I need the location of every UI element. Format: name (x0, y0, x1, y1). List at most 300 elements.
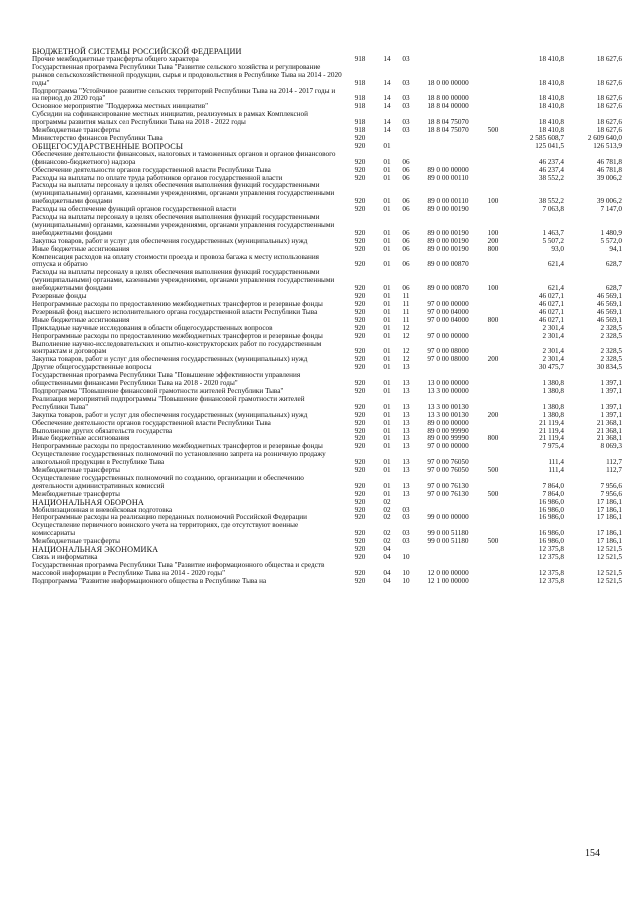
amount-year-2: 2 328,5 (600, 323, 622, 332)
table-row (32, 182, 622, 206)
amount-year-2: 18 627,6 (596, 126, 622, 135)
subsection-code: 03 (402, 118, 410, 127)
ministry-code: 920 (354, 300, 366, 308)
amount-year-2: 1 480,9 (600, 228, 622, 237)
amount-year-2: 628,7 (605, 260, 622, 269)
amount-year-2: 1 397,1 (600, 402, 622, 411)
ministry-code: 920 (354, 458, 366, 467)
section-code: 02 (383, 537, 391, 546)
subsection-code: 03 (402, 537, 410, 546)
subsection-code: 11 (402, 315, 410, 324)
ministry-code: 920 (354, 355, 366, 364)
amount-year-2: 7 956,6 (600, 481, 622, 490)
ministry-code: 920 (354, 497, 366, 506)
subsection-code: 03 (402, 505, 410, 514)
section-code: 01 (383, 331, 391, 340)
row-description: Осуществление государственных полномочий по созданию, организации и обеспечению деятельности административных комиссий (32, 473, 304, 490)
amount-year-2: 46 569,1 (596, 300, 622, 308)
row-description: Мобилизационная и вневойсковая подготовка (32, 505, 173, 514)
target-article-code (416, 56, 480, 64)
amount-year-2: 18 627,6 (596, 54, 622, 63)
subsection-code: 11 (402, 307, 410, 316)
expense-type-code (480, 167, 506, 175)
subsection-code: 06 (402, 197, 410, 206)
amount-year-2: 30 834,5 (596, 363, 622, 372)
target-article-code: 97 0 00 08000 (427, 347, 469, 356)
section-code: 01 (383, 205, 391, 214)
target-article-code (416, 554, 480, 562)
amount-year-2: 94,1 (609, 244, 622, 253)
target-article-code: 89 0 00 00190 (427, 244, 469, 253)
expense-type-code: 800 (487, 434, 499, 443)
amount-year-2: 628,7 (605, 284, 622, 293)
amount-year-2: 17 186,1 (596, 537, 622, 546)
subsection-code (396, 143, 416, 151)
ministry-code: 920 (354, 307, 366, 316)
row-description: Осуществление первичного воинского учета на территориях, где отсутствуют военные комиссариаты (32, 521, 299, 538)
expense-type-code (480, 420, 506, 428)
target-article-code (416, 143, 480, 151)
section-code: 01 (383, 418, 391, 427)
ministry-code: 920 (354, 141, 366, 150)
section-code: 01 (383, 402, 391, 411)
row-description: Непрограммные расходы по предоставлению межбюджетных трансфертов и резервные фонды (32, 300, 323, 308)
section-code: 01 (383, 228, 391, 237)
table-row (32, 372, 622, 388)
row-description: Межбюджетные трансферты (32, 537, 120, 546)
section-code: 01 (383, 323, 391, 332)
row-description: БЮДЖЕТНОЙ СИСТЕМЫ РОССИЙСКОЙ ФЕДЕРАЦИИ (32, 47, 242, 56)
target-article-code: 89 0 00 99990 (427, 426, 469, 435)
ministry-code: 920 (354, 323, 366, 332)
expense-type-code: 100 (487, 228, 499, 237)
ministry-code: 918 (354, 118, 366, 127)
section-code: 01 (383, 165, 391, 174)
ministry-code: 920 (354, 576, 366, 585)
row-description: Расходы на выплаты персоналу в целях обеспечения выполнения функций государственными (муниципальными) органами, казенными учреждениями, органами управления государственными внебюджетными фондами (32, 268, 335, 293)
row-description: Подпрограмма "Развитие информационного общества в Республике Тыва на (32, 576, 267, 585)
expense-type-code: 100 (487, 284, 499, 293)
row-description: Государственная программа Республики Тыва "Повышение эффективности управления общественными финансами Республики Тыва на 2018 - 2020 годы" (32, 371, 301, 388)
subsection-code: 13 (402, 458, 410, 467)
row-description: Подпрограмма "Повышение финансовой грамотности жителей Республики Тыва" (32, 386, 284, 395)
target-article-code: 97 0 00 04000 (427, 307, 469, 316)
row-description: Непрограммные расходы по предоставлению межбюджетных трансфертов и резервные фонды (32, 442, 323, 451)
ministry-code: 920 (354, 157, 366, 166)
section-code: 04 (383, 545, 391, 554)
expense-type-code (480, 562, 506, 578)
section-code: 01 (383, 260, 391, 269)
ministry-code: 920 (354, 331, 366, 340)
subsection-code: 03 (402, 94, 410, 103)
expense-type-code (480, 175, 506, 183)
section-code: 01 (383, 157, 391, 166)
expense-type-code (480, 103, 506, 111)
ministry-code: 920 (354, 363, 366, 372)
amount-year-2: 12 521,5 (596, 576, 622, 585)
amount-year-1: 2 585 608,7 (529, 133, 564, 142)
amount-year-1: 46 237,4 (538, 157, 564, 166)
amount-year-1: 38 552,2 (538, 197, 564, 206)
row-description: Выполнение научно-исследовательских и опытно-конструкторских работ по государственным контрактам и договорам (32, 339, 322, 356)
subsection-code: 06 (402, 260, 410, 269)
target-article-code: 97 0 00 08000 (427, 355, 469, 364)
target-article-code: 89 0 00 00190 (427, 228, 469, 237)
target-article-code: 18 8 04 75070 (427, 126, 469, 135)
expense-type-code (480, 135, 506, 143)
table-row (32, 396, 622, 412)
section-code: 01 (383, 244, 391, 253)
section-code: 14 (383, 102, 391, 111)
row-description: Резервные фонды (32, 292, 87, 301)
page-number: 154 (585, 848, 600, 859)
subsection-code: 06 (402, 157, 410, 166)
section-code: 01 (383, 442, 391, 451)
ministry-code: 920 (354, 442, 366, 451)
ministry-code: 920 (354, 537, 366, 546)
section-code: 01 (383, 307, 391, 316)
ministry-code: 920 (354, 260, 366, 269)
ministry-code: 920 (354, 347, 366, 356)
target-article-code: 13 3 00 00130 (427, 410, 469, 419)
target-article-code: 89 0 00 00000 (427, 418, 469, 427)
subsection-code: 13 (402, 363, 410, 372)
budget-table (32, 48, 622, 586)
amount-year-2: 7 956,6 (600, 489, 622, 498)
amount-year-1: 46 027,1 (538, 292, 564, 301)
amount-year-1: 111,4 (548, 458, 564, 467)
row-description: Субсидии на софинансирование местных инициатив, реализуемых в рамках Комплексной программы развития малых сел Республики Тыва на 2018 - 2022 годы (32, 110, 308, 127)
table-row (32, 88, 622, 104)
expense-type-code: 500 (487, 466, 499, 475)
target-article-code: 99 0 00 51180 (427, 529, 469, 538)
target-article-code (416, 135, 480, 143)
ministry-code: 920 (354, 426, 366, 435)
row-description: Другие общегосударственные вопросы (32, 363, 152, 372)
amount-year-1: 16 986,0 (538, 497, 564, 506)
expense-type-code (480, 88, 506, 104)
expense-type-code (480, 546, 506, 554)
amount-year-1: 5 507,2 (542, 236, 564, 245)
row-description: Непрограммные расходы на реализацию переданных полномочий Российской Федерации (32, 513, 307, 522)
amount-year-2: 12 521,5 (596, 568, 622, 577)
table-row (32, 578, 622, 586)
amount-year-2: 21 368,1 (596, 434, 622, 443)
amount-year-1: 7 864,0 (542, 489, 564, 498)
row-description: Расходы на выплаты персоналу в целях обеспечения выполнения функций государственными (муниципальными) органами, казенными учреждениями, органами управления государственными внебюджетными фондами (32, 213, 335, 237)
subsection-code: 13 (402, 481, 410, 490)
row-description: Непрограммные расходы по предоставлению межбюджетных трансфертов и резервные фонды (32, 331, 323, 340)
ministry-code: 920 (354, 402, 366, 411)
subsection-code: 06 (402, 173, 410, 182)
expense-type-code (480, 111, 506, 127)
expense-type-code: 800 (487, 244, 499, 253)
subsection-code: 10 (402, 553, 410, 561)
section-code: 01 (383, 284, 391, 293)
target-article-code: 18 8 04 75070 (427, 118, 469, 127)
amount-year-2: 112,7 (606, 458, 622, 467)
row-description: Компенсация расходов на оплату стоимости проезда и провоза багажа к месту использования отпуска и обратно (32, 252, 319, 269)
row-description: Закупка товаров, работ и услуг для обеспечения государственных (муниципальных) нужд (32, 355, 308, 364)
row-description: Расходы на обеспечение функций органов государственной власти (32, 205, 237, 214)
amount-year-2: 39 006,2 (596, 197, 622, 206)
subsection-code: 06 (402, 284, 410, 293)
expense-type-code (480, 514, 506, 522)
subsection-code: 13 (402, 402, 410, 411)
target-article-code: 89 0 00 00190 (427, 205, 469, 214)
target-article-code: 97 0 00 76050 (427, 466, 469, 475)
subsection-code: 13 (402, 410, 410, 419)
section-code: 01 (383, 458, 391, 467)
amount-year-2: 21 368,1 (596, 426, 622, 435)
table-row (32, 254, 622, 270)
amount-year-1: 2 301,4 (542, 355, 564, 364)
amount-year-1: 18 410,8 (538, 78, 564, 87)
amount-year-1: 93,0 (551, 244, 564, 253)
subsection-code: 13 (402, 489, 410, 498)
expense-type-code (480, 372, 506, 388)
expense-type-code (480, 325, 506, 333)
ministry-code: 920 (354, 197, 366, 206)
expense-type-code (480, 451, 506, 467)
section-code: 04 (383, 553, 391, 561)
subsection-code: 12 (402, 355, 410, 364)
row-description: Министерство финансов Республики Тыва (32, 133, 163, 142)
section-code: 01 (383, 197, 391, 206)
ministry-code: 920 (354, 505, 366, 514)
target-article-code (416, 364, 480, 372)
expense-type-code (480, 333, 506, 341)
subsection-code: 11 (402, 292, 410, 301)
section-code: 02 (383, 497, 391, 506)
amount-year-2: 2 328,5 (600, 331, 622, 340)
amount-year-1: 1 380,8 (542, 386, 564, 395)
expense-type-code (480, 64, 506, 88)
amount-year-1: 7 975,4 (542, 442, 564, 451)
subsection-code: 06 (402, 228, 410, 237)
expense-type-code (480, 301, 506, 309)
target-article-code: 99 0 00 51180 (427, 537, 469, 546)
section-code: 02 (383, 513, 391, 522)
target-article-code: 97 0 00 00000 (427, 442, 469, 451)
target-article-code: 97 0 00 76050 (427, 458, 469, 467)
ministry-code: 918 (354, 94, 366, 103)
table-row (32, 151, 622, 167)
ministry-code: 918 (354, 126, 366, 135)
amount-year-2: 112,7 (606, 466, 622, 475)
subsection-code: 03 (402, 78, 410, 87)
ministry-code: 920 (354, 386, 366, 395)
target-article-code: 89 0 00 00870 (427, 260, 469, 269)
expense-type-code (480, 254, 506, 270)
amount-year-1: 16 986,0 (538, 505, 564, 514)
amount-year-2: 126 513,9 (593, 141, 622, 150)
amount-year-2: 46 569,1 (596, 307, 622, 316)
subsection-code: 13 (402, 466, 410, 475)
ministry-code: 920 (354, 418, 366, 427)
target-article-code: 89 0 00 00870 (427, 284, 469, 293)
subsection-code: 13 (402, 386, 410, 395)
target-article-code: 13 3 00 00130 (427, 402, 469, 411)
expense-type-code: 200 (487, 355, 499, 364)
amount-year-2: 46 781,8 (596, 157, 622, 166)
row-description: Межбюджетные трансферты (32, 489, 120, 498)
ministry-code: 920 (354, 244, 366, 253)
section-code: 04 (383, 568, 391, 577)
amount-year-2: 46 781,8 (596, 165, 622, 174)
amount-year-2: 18 627,6 (596, 94, 622, 103)
row-description: НАЦИОНАЛЬНАЯ ОБОРОНА (32, 497, 144, 507)
amount-year-1: 2 301,4 (542, 347, 564, 356)
section-code: 01 (383, 355, 391, 364)
subsection-code: 12 (402, 347, 410, 356)
expense-type-code (480, 475, 506, 491)
amount-year-1: 2 301,4 (542, 331, 564, 340)
subsection-code: 03 (402, 529, 410, 538)
expense-type-code (480, 396, 506, 412)
ministry-code: 920 (354, 205, 366, 214)
section-code: 01 (383, 315, 391, 324)
table-row (32, 269, 622, 293)
row-description: Иные бюджетные ассигнования (32, 315, 130, 324)
ministry-code: 920 (354, 568, 366, 577)
row-description: Выполнение других обязательств государства (32, 426, 173, 435)
subsection-code: 06 (402, 165, 410, 174)
row-description: Обеспечение деятельности органов государственной власти Республики Тыва (32, 165, 271, 174)
amount-year-1: 46 027,1 (538, 300, 564, 308)
expense-type-code: 500 (487, 537, 499, 546)
amount-year-2: 46 569,1 (596, 315, 622, 324)
section-code: 01 (383, 173, 391, 182)
amount-year-1: 7 864,0 (542, 481, 564, 490)
amount-year-2: 17 186,1 (596, 497, 622, 506)
section-code: 01 (383, 426, 391, 435)
section-code: 01 (383, 434, 391, 443)
target-article-code: 97 0 00 00000 (427, 300, 469, 308)
subsection-code: 03 (402, 102, 410, 111)
subsection-code: 03 (402, 513, 410, 522)
subsection-code: 06 (402, 236, 410, 245)
row-description: Основное мероприятие "Поддержка местных инициатив" (32, 102, 209, 111)
amount-year-2: 18 627,6 (596, 102, 622, 111)
subsection-code: 13 (402, 426, 410, 435)
table-row (32, 522, 622, 538)
section-code: 02 (383, 529, 391, 538)
ministry-code: 920 (354, 165, 366, 174)
row-description: Обеспечение деятельности финансовых, налоговых и таможенных органов и органов финансового (финансово-бюджетного) надзора (32, 149, 336, 166)
amount-year-1: 21 119,4 (539, 426, 564, 435)
amount-year-2: 46 569,1 (596, 292, 622, 301)
subsection-code: 06 (402, 205, 410, 214)
row-description: Прочие межбюджетные трансферты общего характера (32, 54, 199, 63)
amount-year-2: 17 186,1 (596, 513, 622, 522)
table-row (32, 64, 622, 88)
target-article-code: 99 0 00 00000 (427, 513, 469, 522)
ministry-code: 920 (354, 545, 366, 554)
target-article-code: 18 0 00 00000 (427, 78, 469, 87)
expense-type-code: 500 (487, 126, 499, 135)
ministry-code: 920 (354, 529, 366, 538)
expense-type-code (480, 443, 506, 451)
row-description: НАЦИОНАЛЬНАЯ ЭКОНОМИКА (32, 545, 159, 555)
section-code: 01 (383, 347, 391, 356)
amount-year-2: 2 328,5 (600, 347, 622, 356)
amount-year-2: 17 186,1 (596, 529, 622, 538)
expense-type-code (480, 364, 506, 372)
subsection-code: 10 (402, 568, 410, 577)
amount-year-1: 16 986,0 (538, 513, 564, 522)
amount-year-2: 2 328,5 (600, 355, 622, 364)
section-code: 01 (383, 292, 391, 301)
amount-year-1: 621,4 (547, 260, 564, 269)
expense-type-code (480, 499, 506, 507)
amount-year-1: 621,4 (547, 284, 564, 293)
subsection-code: 13 (402, 418, 410, 427)
row-description: Расходы на выплаты по оплате труда работников органов государственной власти (32, 173, 283, 182)
row-description: Иные бюджетные ассигнования (32, 244, 130, 253)
ministry-code: 920 (354, 133, 366, 142)
target-article-code: 89 0 00 00190 (427, 236, 469, 245)
row-description: Реализация мероприятий подпрограммы "Повышение финансовой грамотности жителей Республики Тыва" (32, 394, 305, 411)
ministry-code: 920 (354, 284, 366, 293)
table-row (32, 546, 622, 554)
section-code: 14 (383, 94, 391, 103)
amount-year-2: 17 186,1 (596, 505, 622, 514)
expense-type-code: 800 (487, 315, 499, 324)
section-code: 01 (383, 410, 391, 419)
amount-year-1: 12 375,8 (538, 545, 564, 554)
amount-year-2: 1 397,1 (600, 386, 622, 395)
expense-type-code (480, 522, 506, 538)
row-description: Прикладные научные исследования в области общегосударственных вопросов (32, 323, 273, 332)
amount-year-2: 1 397,1 (600, 410, 622, 419)
expense-type-code (480, 206, 506, 214)
amount-year-1: 12 375,8 (538, 553, 564, 561)
section-code: 01 (383, 466, 391, 475)
table-row (32, 475, 622, 491)
subsection-code: 06 (402, 244, 410, 253)
target-article-code: 97 0 00 76130 (427, 481, 469, 490)
ministry-code: 920 (354, 410, 366, 419)
subsection-code: 12 (402, 323, 410, 332)
subsection-code: 03 (402, 126, 410, 135)
amount-year-1: 12 375,8 (538, 568, 564, 577)
amount-year-1: 16 986,0 (538, 529, 564, 538)
section-code: 01 (383, 300, 391, 308)
amount-year-1: 18 410,8 (538, 126, 564, 135)
ministry-code: 920 (354, 466, 366, 475)
expense-type-code (480, 578, 506, 586)
section-code: 14 (383, 54, 391, 63)
expense-type-code (480, 48, 506, 56)
subsection-code: 12 (402, 331, 410, 340)
amount-year-1: 46 027,1 (538, 315, 564, 324)
expense-type-code: 100 (487, 197, 499, 206)
section-code: 01 (383, 236, 391, 245)
ministry-code: 920 (354, 315, 366, 324)
row-description: Подпрограмма "Устойчивое развитие сельских территорий Республики Тыва на 2014 - 2017 годы и на период до 2020 года" (32, 86, 336, 103)
amount-year-1: 38 552,2 (538, 173, 564, 182)
ministry-code: 920 (354, 489, 366, 498)
amount-year-1: 46 237,4 (538, 165, 564, 174)
target-article-code: 89 0 00 00000 (427, 165, 469, 174)
ministry-code: 920 (354, 236, 366, 245)
expense-type-code: 200 (487, 236, 499, 245)
row-description: Межбюджетные трансферты (32, 126, 120, 135)
amount-year-2: 2 609 640,0 (587, 133, 622, 142)
row-description: Расходы на выплаты персоналу в целях обеспечения выполнения функций государственными (муниципальными) органами, казенными учреждениями, органами управления государственными внебюджетными фондами (32, 181, 335, 206)
section-code: 14 (383, 78, 391, 87)
